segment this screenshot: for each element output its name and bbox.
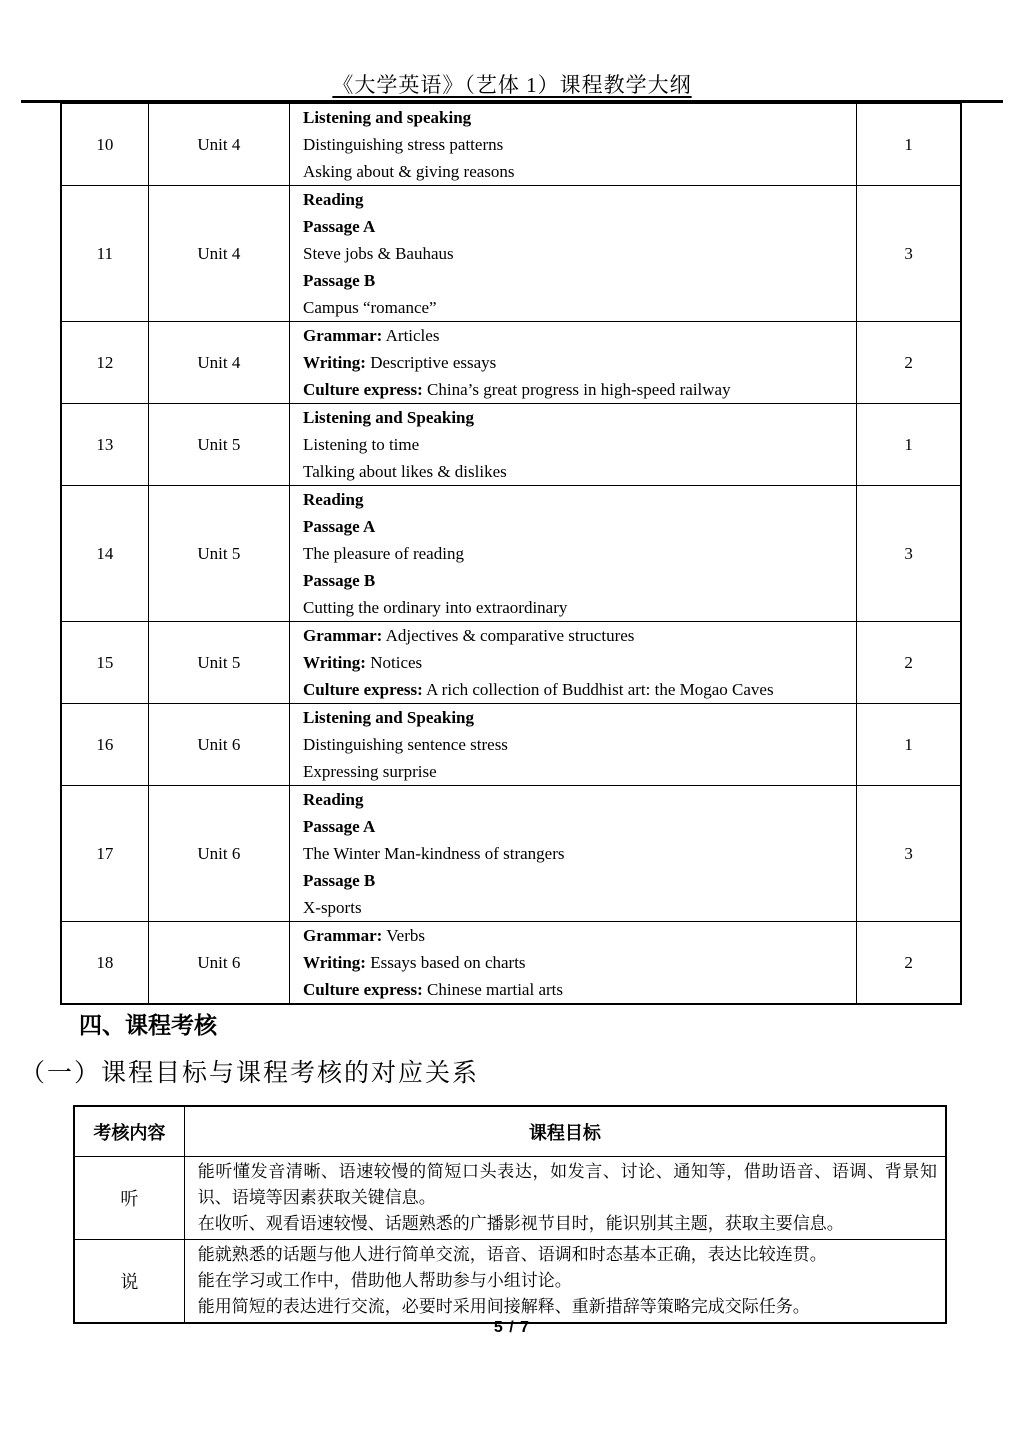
text-run: Asking about & giving reasons [303,162,515,181]
text-run: Steve jobs & Bauhaus [303,244,454,263]
week-number-cell: 10 [61,103,148,186]
content-line [303,349,848,376]
content-line [303,840,848,867]
assessment-row [74,1240,946,1324]
assessment-header-goal: 课程目标 [184,1106,946,1157]
hours-cell: 2 [857,922,961,1005]
assessment-content-cell: 说 [74,1240,184,1324]
text-run: Distinguishing sentence stress [303,735,508,754]
text-run: Passage A [303,217,376,236]
content-cell [290,622,857,704]
week-number-cell: 13 [61,404,148,486]
content-cell [290,186,857,322]
text-run: Verbs [382,926,425,945]
content-line [303,786,848,813]
content-line [303,294,848,321]
content-line [303,376,848,403]
assessment-goal-cell [184,1157,946,1240]
content-line [303,567,848,594]
schedule-row [61,622,961,704]
goal-text: 能用简短的表达进行交流，必要时采用间接解释、重新措辞等策略完成交际任务。 [197,1297,810,1316]
text-run: Culture express: [303,680,423,699]
text-run: Passage B [303,871,376,890]
content-line [303,458,848,485]
content-line [303,894,848,921]
hours-cell: 2 [857,322,961,404]
assessment-mapping-table [73,1105,947,1324]
content-line [303,213,848,240]
schedule-row [61,786,961,922]
assessment-goal-cell [184,1240,946,1324]
text-run: Writing: [303,653,366,672]
text-run: Listening to time [303,435,420,454]
assessment-row [74,1157,946,1240]
assessment-table-head [74,1106,946,1157]
text-run: The Winter Man-kindness of strangers [303,844,565,863]
hours-cell: 3 [857,486,961,622]
text-run: Culture express: [303,980,423,999]
unit-cell: Unit 6 [148,704,289,786]
content-cell [290,404,857,486]
text-run: Talking about likes & dislikes [303,462,507,481]
text-run: Grammar: [303,926,383,945]
unit-cell: Unit 5 [148,486,289,622]
text-run: Passage B [303,571,376,590]
text-run: A rich collection of Buddhist art: the Mogao Caves [422,680,774,699]
text-run: Distinguishing stress patterns [303,135,504,154]
week-number-cell: 14 [61,486,148,622]
teaching-schedule-body [61,103,961,1004]
content-line [303,513,848,540]
content-line [303,404,848,431]
week-number-cell: 12 [61,322,148,404]
text-run: Passage B [303,271,376,290]
text-run: Reading [303,190,364,209]
hours-cell: 1 [857,404,961,486]
goal-text: 能听懂发音清晰、语速较慢的简短口头表达，如发言、讨论、通知等，借助语音、语调、背景知识、语境等因素获取关键信息。 [197,1162,937,1207]
content-line [303,649,848,676]
text-run: Reading [303,490,364,509]
page-title: 《大学英语》（艺体 1）课程教学大纲 [332,73,692,97]
unit-cell: Unit 4 [148,186,289,322]
teaching-schedule-table [60,102,962,1005]
text-run: Chinese martial arts [422,980,563,999]
hours-cell: 3 [857,186,961,322]
schedule-row [61,704,961,786]
unit-cell: Unit 6 [148,786,289,922]
week-number-cell: 15 [61,622,148,704]
text-run: Essays based on charts [365,953,526,972]
content-line [303,486,848,513]
goal-text: 在收听、观看语速较慢、话题熟悉的广播影视节目时，能识别其主题，获取主要信息。 [197,1214,844,1233]
week-number-cell: 17 [61,786,148,922]
hours-cell: 1 [857,704,961,786]
unit-cell: Unit 5 [148,622,289,704]
text-run: Writing: [303,353,366,372]
text-run: Descriptive essays [365,353,497,372]
content-line [303,131,848,158]
text-run: Culture express: [303,380,423,399]
goal-text: 能在学习或工作中，借助他人帮助参与小组讨论。 [197,1271,572,1290]
page-number: 5 / 7 [493,1319,531,1336]
text-run: Listening and Speaking [303,408,475,427]
text-run: China’s great progress in high-speed railway [422,380,731,399]
text-run: Adjectives & comparative structures [382,626,635,645]
content-line [303,704,848,731]
content-line [303,622,848,649]
week-number-cell: 18 [61,922,148,1005]
schedule-row [61,186,961,322]
schedule-row [61,103,961,186]
content-cell [290,786,857,922]
content-line [303,322,848,349]
assessment-header-content: 考核内容 [74,1106,184,1157]
content-line [303,676,848,703]
content-line [303,976,848,1003]
unit-cell: Unit 4 [148,322,289,404]
text-run: Reading [303,790,364,809]
content-line [303,540,848,567]
content-line [303,813,848,840]
text-run: Passage A [303,817,376,836]
schedule-row [61,322,961,404]
text-run: Listening and speaking [303,108,472,127]
content-line [303,758,848,785]
hours-cell: 1 [857,103,961,186]
text-run: Campus “romance” [303,298,437,317]
week-number-cell: 16 [61,704,148,786]
goal-text: 能就熟悉的话题与他人进行简单交流，语音、语调和时态基本正确，表达比较连贯。 [197,1245,827,1264]
content-cell [290,322,857,404]
content-line [303,867,848,894]
text-run: Grammar: [303,326,383,345]
text-run: The pleasure of reading [303,544,464,563]
content-line [303,594,848,621]
assessment-header-row [74,1106,946,1157]
text-run: Cutting the ordinary into extraordinary [303,598,568,617]
section-heading-assessment: 四、课程考核 [79,1012,217,1038]
hours-cell: 2 [857,622,961,704]
unit-cell: Unit 5 [148,404,289,486]
content-cell [290,103,857,186]
content-cell [290,486,857,622]
content-cell [290,922,857,1005]
text-run: Grammar: [303,626,383,645]
text-run: Listening and Speaking [303,708,475,727]
content-line [303,186,848,213]
content-line [303,104,848,131]
content-line [303,922,848,949]
assessment-table-body [74,1157,946,1324]
text-run: Notices [365,653,423,672]
assessment-content-cell: 听 [74,1157,184,1240]
text-run: Articles [382,326,440,345]
content-line [303,267,848,294]
hours-cell: 3 [857,786,961,922]
content-cell [290,704,857,786]
content-line [303,731,848,758]
content-line [303,158,848,185]
content-line [303,949,848,976]
unit-cell: Unit 4 [148,103,289,186]
text-run: Writing: [303,953,366,972]
content-line [303,240,848,267]
text-run: Passage A [303,517,376,536]
text-run: Expressing surprise [303,762,437,781]
unit-cell: Unit 6 [148,922,289,1005]
schedule-row [61,922,961,1005]
schedule-row [61,486,961,622]
content-line [303,431,848,458]
week-number-cell: 11 [61,186,148,322]
section-subheading-mapping: （一）课程目标与课程考核的对应关系 [20,1060,480,1087]
text-run: X-sports [303,898,362,917]
schedule-row [61,404,961,486]
